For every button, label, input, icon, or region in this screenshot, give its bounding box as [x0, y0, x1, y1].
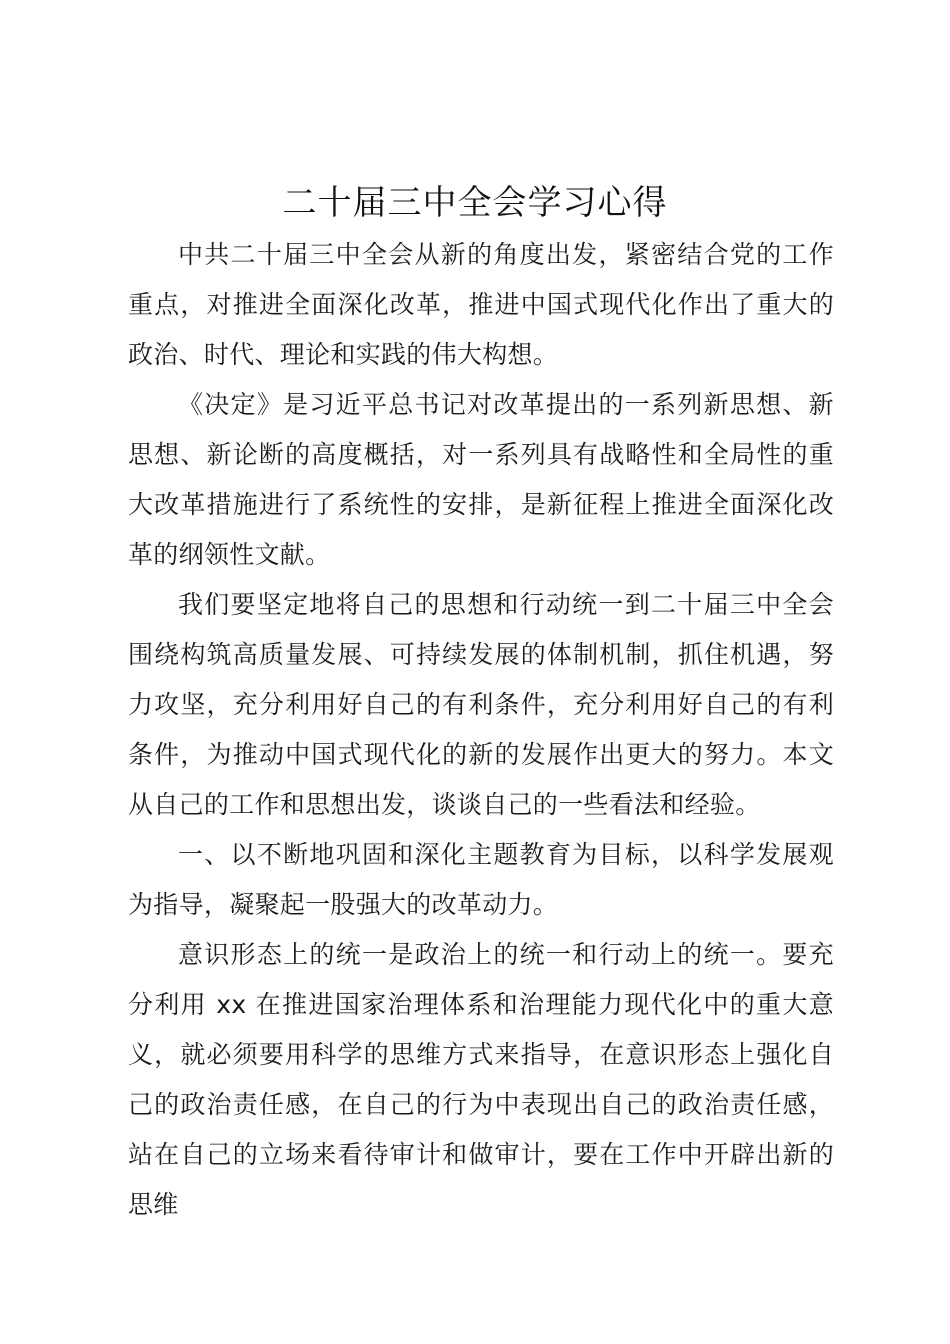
paragraph-unify: 我们要坚定地将自己的思想和行动统一到二十届三中全会围绕构筑高质量发展、可持续发展的体制机制，抓住机遇，努力攻坚，充分利用好自己的有利条件，充分利用好自己的有利条件，为推动中国式现代化的新的发展作出更大的努力。本文从自己的工作和思想出发，谈谈自己的一些看法和经验。	[128, 590, 834, 819]
paragraph-intro: 中共二十届三中全会从新的角度出发，紧密结合党的工作重点，对推进全面深化改革，推进中国式现代化作出了重大的政治、时代、理论和实践的伟大构想。	[128, 240, 834, 369]
document-title: 二十届三中全会学习心得	[282, 183, 668, 223]
section-heading-1: 一、以不断地巩固和深化主题教育为目标，以科学发展观为指导，凝聚起一股强大的改革动力。	[128, 840, 834, 919]
paragraph-ideology: 意识形态上的统一是政治上的统一和行动上的统一。要充分利用 xx 在推进国家治理体系和治理能力现代化中的重大意义，就必须要用科学的思维方式来指导，在意识形态上强化自己的政治责任感，在自己的行为中表现出自己的政治责任感，站在自己的立场来看待审计和做审计，要在工作中开辟出新的思维	[128, 940, 834, 1219]
document-body	[128, 230, 834, 1230]
paragraph-decision: 《决定》是习近平总书记对改革提出的一系列新思想、新思想、新论断的高度概括，对一系列具有战略性和全局性的重大改革措施进行了系统性的安排，是新征程上推进全面深化改革的纲领性文献。	[128, 390, 834, 569]
